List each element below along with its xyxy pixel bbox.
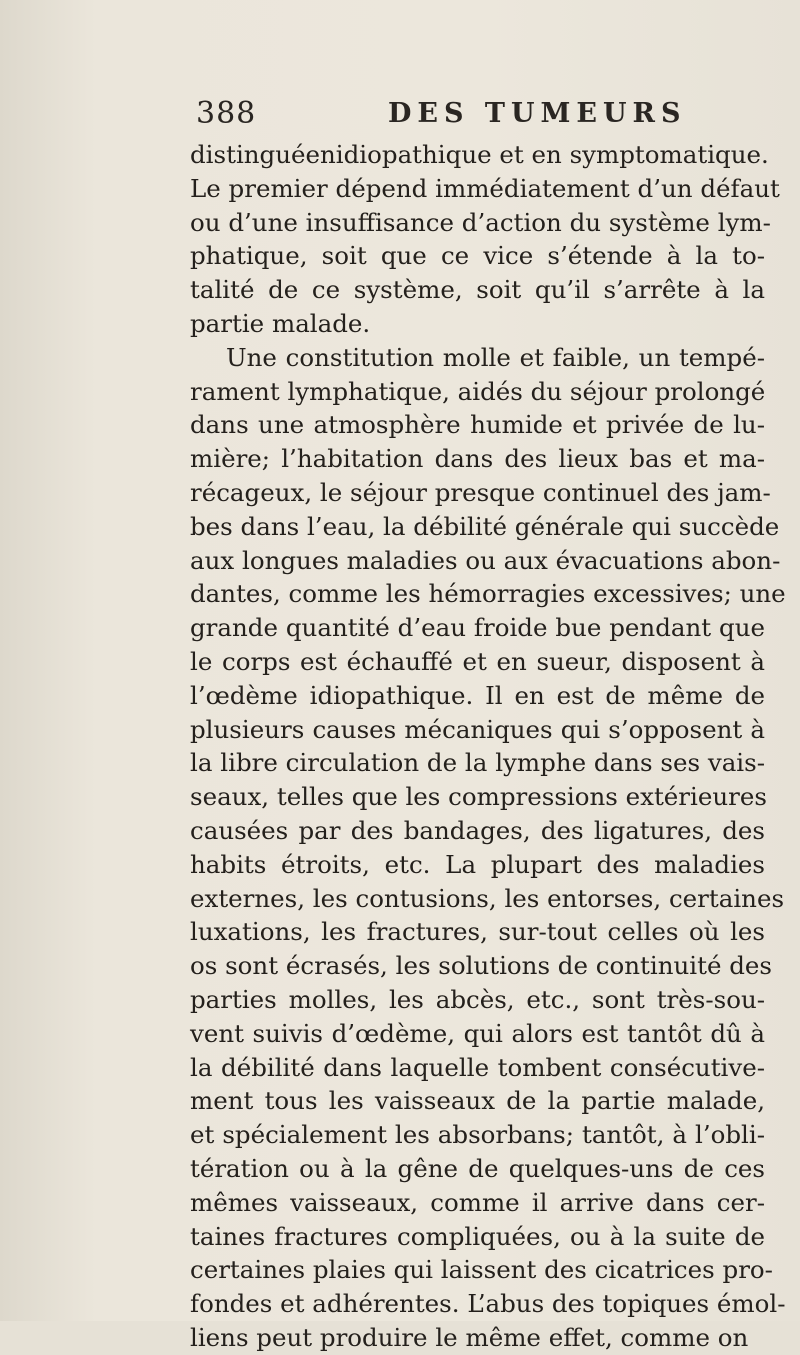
text-line: luxations, les fractures, sur-tout celles où les xyxy=(190,917,765,947)
page-number: 388 xyxy=(196,96,257,131)
text-line: et spécialement les absorbans; tantôt, à l’obli- xyxy=(190,1120,765,1150)
text-line: vent suivis d’œdème, qui alors est tantôt dû à xyxy=(190,1018,765,1048)
text-line: dans une atmosphère humide et privée de lu- xyxy=(190,410,765,440)
text-line: bes dans l’eau, la débilité générale qui succède xyxy=(190,511,780,541)
text-line: mêmes vaisseaux, comme il arrive dans cer- xyxy=(190,1187,765,1217)
text-line: ment tous les vaisseaux de la partie malade, xyxy=(190,1086,765,1116)
text-line: partie malade. xyxy=(190,308,371,338)
text-line: aux longues maladies ou aux évacuations abon- xyxy=(190,545,781,575)
text-line: seaux, telles que les compressions extérieures xyxy=(190,782,767,812)
page-header xyxy=(196,96,756,136)
text-line: liens peut produire le même effet, comme on xyxy=(190,1322,749,1352)
text-line: os sont écrasés, les solutions de continuité des xyxy=(190,951,772,981)
text-line: ou d’une insuffisance d’action du système lym- xyxy=(190,207,771,237)
text-line: récageux, le séjour presque continuel des jam- xyxy=(190,477,771,507)
text-line: plusieurs causes mécaniques qui s’opposent à xyxy=(190,714,765,744)
text-line: la débilité dans laquelle tombent consécutive- xyxy=(190,1052,765,1082)
text-line: tération ou à la gêne de quelques-uns de ces xyxy=(190,1153,765,1183)
text-line: la libre circulation de la lymphe dans ses vais- xyxy=(190,748,765,778)
text-line: taines fractures compliquées, ou à la suite de xyxy=(190,1221,765,1251)
text-line: externes, les contusions, les entorses, certaines xyxy=(190,883,785,913)
text-line: causées par des bandages, des ligatures, des xyxy=(190,815,765,845)
text-line: certaines plaies qui laissent des cicatrices pro- xyxy=(190,1255,773,1285)
paragraph xyxy=(190,341,786,1355)
text-line: habits étroits, etc. La plupart des maladies xyxy=(190,849,765,879)
text-line: mière; l’habitation dans des lieux bas et ma- xyxy=(190,444,765,474)
text-line: rament lymphatique, aidés du séjour prolongé xyxy=(190,376,766,406)
text-line: l’œdème idiopathique. Il en est de même de xyxy=(190,680,765,710)
body-text xyxy=(190,138,786,1355)
text-line: dantes, comme les hémorragies excessives; une xyxy=(190,579,786,609)
text-line: parties molles, les abcès, etc., sont très-sou- xyxy=(190,984,765,1014)
text-line: talité de ce système, soit qu’il s’arrête à la xyxy=(190,275,765,305)
text-line: Le premier dépend immédiatement d’un défaut xyxy=(190,173,780,203)
paragraph xyxy=(190,138,780,341)
text-line: Une constitution molle et faible, un tempé- xyxy=(226,342,765,372)
text-line: distinguéenidiopathique et en symptomatique. xyxy=(190,140,769,169)
text-line: phatique, soit que ce vice s’étende à la to- xyxy=(190,241,765,271)
text-line: grande quantité d’eau froide bue pendant que xyxy=(190,613,765,643)
text-line: fondes et adhérentes. L’abus des topiques émol- xyxy=(190,1289,786,1319)
running-head: DES TUMEURS xyxy=(388,98,687,129)
text-line: le corps est échauffé et en sueur, disposent à xyxy=(190,646,765,676)
